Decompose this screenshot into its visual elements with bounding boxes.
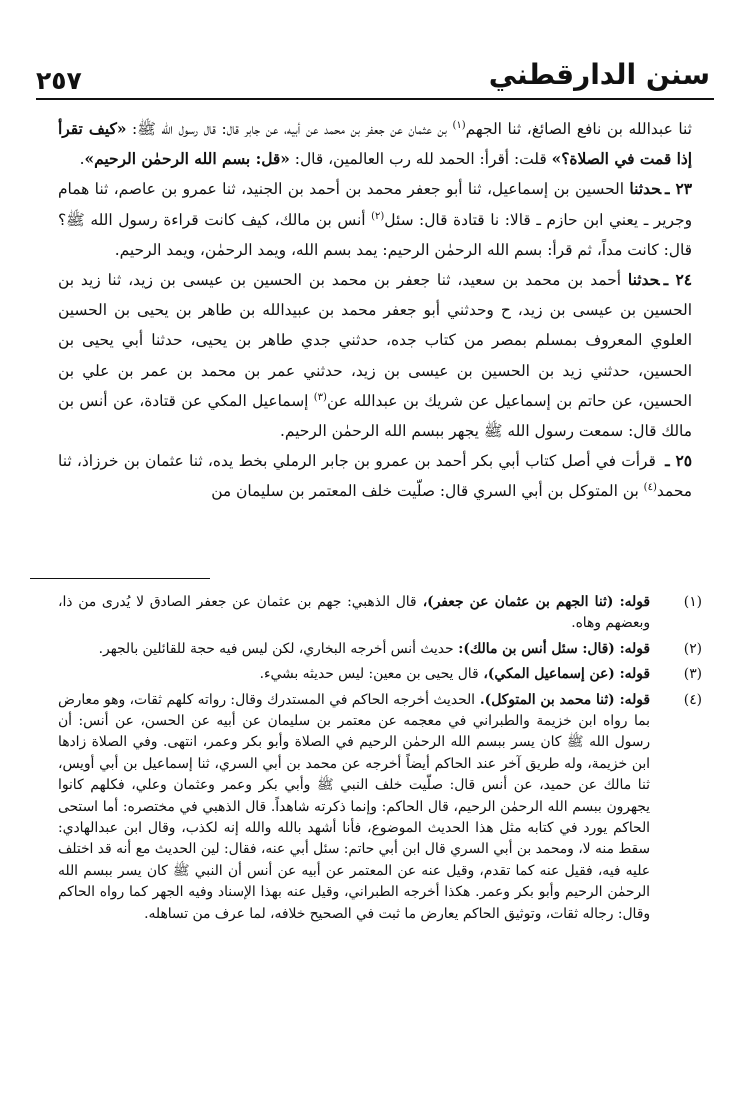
- footnote-text: حديث أنس أخرجه البخاري، لكن ليس فيه حجة للقائلين بالجهر.: [98, 640, 454, 657]
- footnote-lead: قوله: (عن إسماعيل المكي)،: [478, 666, 650, 683]
- hadith-opening: حدثنا: [627, 271, 660, 290]
- hadith-24: [58, 265, 692, 446]
- footnote-ref: (٤): [643, 482, 657, 494]
- text-segment: قلت: أقرأ: الحمد لله رب العالمين، قال:: [289, 150, 552, 169]
- text-segment: ثنا عبدالله بن نافع الصائغ، ثنا الجهم: [465, 120, 692, 138]
- quote-text: «كيف تقرأ إذا قمت في الصلاة؟»: [58, 120, 692, 169]
- footnote-lead: قوله: (ثنا محمد بن المتوكل).: [475, 691, 650, 708]
- footnote-text: قال يحيى بن معين: ليس حديثه بشيء.: [259, 666, 479, 683]
- footnote-3: [58, 664, 702, 685]
- text-segment: أنس بن مالك، كيف كانت قراءة رسول الله ﷺ؟ قال: كانت مداً، ثم قرأ: بسم الله الرحمٰن الرحيم: يمد بسم الله، ويمد الرحمٰن، ويمد الرحيم.: [58, 210, 692, 259]
- page-header: [36, 58, 714, 102]
- text-segment: أحمد بن محمد بن سعيد، ثنا جعفر بن محمد بن الحسين بن عيسى بن زيد، ثنا زيد بن الحسين بن عيسى بن زيد، ح وحدثني أبو جعفر محمد بن عبيدالله بن طاهر بن يحيى بن الحسين العلوي المعروف بمسلم بمصر من كتاب جده، حدثني جدي طاهر بن يحيى، حدثنا أبي يحيى بن الحسين، حدثني زيد بن الحسين بن عيسى بن زيد، حدثني عمر بن محمد بن عمر بن علي بن الحسين، عن حاتم بن إسماعيل عن شريك بن عبدالله عن: [58, 271, 693, 410]
- footnote-text: قال الذهبي: جهم بن عثمان عن جعفر الصادق لا يُدرى من ذا، وبعضهم وهاه.: [58, 594, 650, 632]
- footnote-ref: (٢): [371, 210, 385, 222]
- footnote-ref: (١): [452, 119, 466, 131]
- footnote-4: [58, 690, 702, 925]
- text-segment: بن المتوكل بن أبي السري قال: صلّيت خلف المعتمر بن سليمان من: [211, 482, 644, 501]
- hadith-25: [58, 446, 692, 506]
- text-segment: بن عثمان عن جعفر بن محمد عن أبيه، عن جابر قال: قال رسول الله ﷺ:: [126, 120, 447, 138]
- hadith-number: ٢٣ ـ: [665, 180, 692, 199]
- text-segment: .: [79, 150, 85, 169]
- footnote-lead: قوله: (ثنا الجهم بن عثمان عن جعفر)،: [416, 594, 650, 610]
- hadith-number: ٢٥ ـ: [665, 452, 692, 471]
- footnote-label: (٤): [683, 691, 702, 708]
- quote-text: «قل: بسم الله الرحمٰن الرحيم»: [84, 150, 290, 169]
- footnote-ref: (٣): [313, 391, 327, 403]
- footnote-label: (٢): [683, 640, 702, 657]
- text-segment: إسماعيل المكي عن قتادة، عن أنس بن مالك قال: سمعت رسول الله ﷺ يجهر ببسم الله الرحمٰن الرحيم.: [58, 391, 692, 441]
- footnote-label: (١): [683, 594, 702, 610]
- header-divider: [36, 98, 714, 100]
- footnote-2: [58, 639, 702, 660]
- footnotes: [58, 592, 702, 929]
- text-segment: قرأت في أصل كتاب أبي بكر أحمد بن عمرو بن جابر الرملي بخط يده، ثنا عثمان بن خرزاذ، ثنا محمد: [58, 452, 692, 501]
- footnote-text: الحديث أخرجه الحاكم في المستدرك وقال: رواته كلهم ثقات، وهو معارض بما رواه ابن خزيمة والطبراني في معجمه عن معتمر بن سليمان عن أبيه عن الحسن، عن أنس: أن رسول الله ﷺ كان يسر ببسم الله الرحمٰن الرحيم في الصلاة وأبو بكر وعمر، انتهى. وفي الصلاة زادها ابن خزيمة، وله طريق آخر عند الحاكم أيضاً أخرجه عن محمد بن أبي السري، ثنا إسماعيل بن أبي أويس، ثنا مالك عن حميد، عن أنس قال: صلّيت خلف النبي ﷺ وأبي بكر وعمر وعثمان وعلي، فكلهم كانوا يجهرون ببسم الله الرحمٰن الرحيم، قال الحاكم: وإنما ذكرته شاهداً. قال الذهبي في مختصره: أما استحى الحاكم يورد في كتابه مثل هذا الحديث الموضوع، فأنا أشهد بالله والله إنه لكذب، وقال ابن عبدالهادي: سقط منه لا، ومحمد بن أبي السري قال ابن أبي حاتم: سئل أبي عنه، فقال: لين الحديث مع أنه قد اختلف عليه فيه، فقيل عنه كما تقدم، وقيل عنه عن المعتمر عن أبيه عن أنس أن النبي ﷺ كان يسر ببسم الله الرحمٰن الرحيم وأبو بكر وعمر. هكذا أخرجه الطبراني، وقيل عنه بهذا الإسناد وفيه الجهر كما رواه الحاكم وقال: رجاله ثقات، وتوثيق الحاكم يعارض ما ثبت في الصحيح خلافه، لما عرف من تساهله.: [58, 691, 650, 922]
- text-segment: الحسين بن إسماعيل، ثنا أبو جعفر محمد بن أحمد بن الجنيد، ثنا عمرو بن عاصم، ثنا همام وجرير ـ يعني ابن حازم ـ قالا: نا قتادة قال: سئل: [58, 180, 692, 229]
- paragraph-continuation: [58, 114, 692, 174]
- hadith-number: ٢٤ ـ: [663, 271, 692, 290]
- footnote-lead: قوله: (قال: سئل أنس بن مالك):: [453, 640, 650, 657]
- hadith-opening: حدثنا: [629, 180, 662, 199]
- footnote-1: [58, 592, 702, 635]
- footnote-label: (٣): [683, 666, 702, 683]
- page-number: ٢٥٧: [36, 66, 82, 95]
- main-text: [58, 114, 692, 507]
- footnote-divider: [30, 578, 210, 579]
- hadith-23: [58, 174, 692, 265]
- book-title: سنن الدارقطني: [488, 58, 710, 91]
